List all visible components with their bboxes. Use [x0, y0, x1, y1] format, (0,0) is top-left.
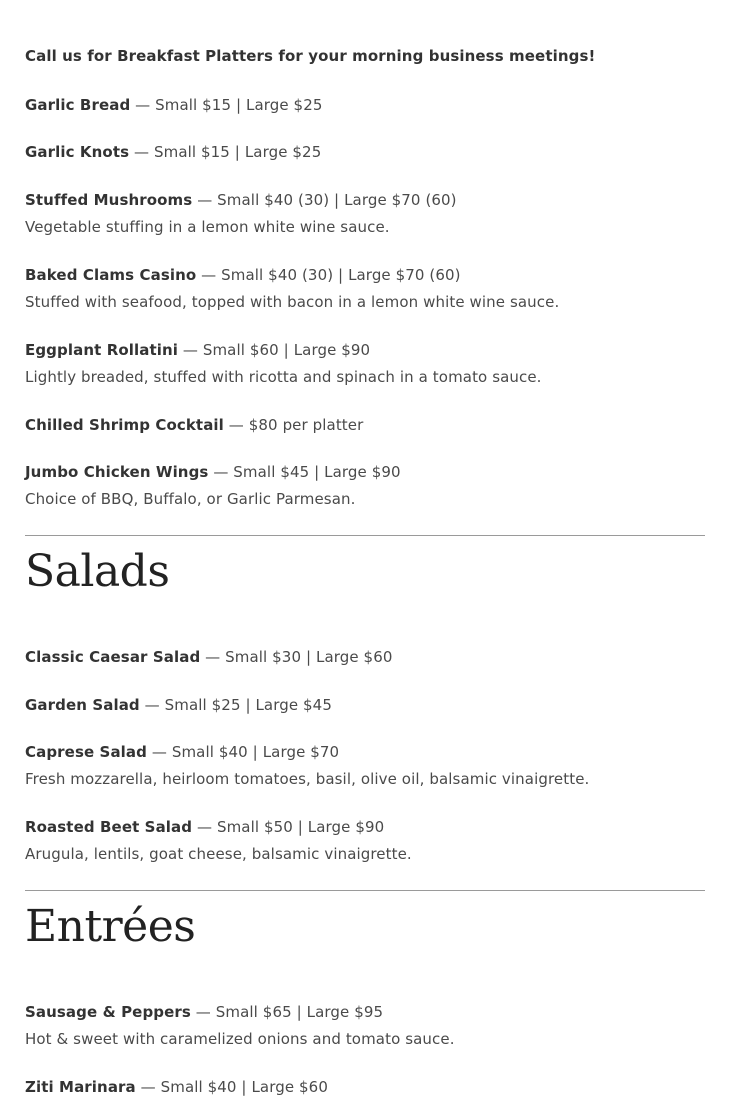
section-divider — [25, 535, 705, 536]
item-price: Small $50 | Large $90 — [216, 818, 385, 836]
item-description: Arugula, lentils, goat cheese, balsamic vinaigrette. — [25, 845, 412, 863]
item-price: $80 per platter — [248, 416, 364, 434]
menu-item-ziti-marinara — [25, 1077, 328, 1097]
menu-item-chilled-shrimp-cocktail — [25, 415, 363, 435]
item-description: Lightly breaded, stuffed with ricotta and spinach in a tomato sauce. — [25, 368, 542, 386]
item-name: Jumbo Chicken Wings — [25, 463, 209, 481]
item-price: Small $40 (30) | Large $70 (60) — [217, 191, 457, 209]
item-separator: — — [196, 266, 222, 284]
item-price: Small $65 | Large $95 — [215, 1003, 384, 1021]
item-separator: — — [147, 743, 172, 761]
menu-item-garlic-bread — [25, 95, 323, 115]
item-description: Stuffed with seafood, topped with bacon in a lemon white wine sauce. — [25, 293, 560, 311]
menu-item-eggplant-rollatini — [25, 340, 542, 387]
item-separator: — — [135, 1078, 161, 1096]
item-name: Garlic Bread — [25, 96, 131, 114]
item-name: Baked Clams Casino — [25, 266, 197, 284]
breakfast-platters-note: Call us for Breakfast Platters for your morning business meetings! — [25, 47, 596, 65]
item-name: Eggplant Rollatini — [25, 341, 178, 359]
menu-item-garlic-knots — [25, 142, 321, 162]
item-separator: — — [190, 1003, 216, 1021]
item-price: Small $40 (30) | Large $70 (60) — [221, 266, 461, 284]
menu-item-roasted-beet-salad — [25, 817, 412, 864]
item-name: Ziti Marinara — [25, 1078, 136, 1096]
item-separator: — — [130, 96, 156, 114]
item-separator: — — [192, 191, 218, 209]
menu-item-stuffed-mushrooms — [25, 190, 457, 237]
item-name: Chilled Shrimp Cocktail — [25, 416, 224, 434]
item-description: Choice of BBQ, Buffalo, or Garlic Parmesan. — [25, 490, 356, 508]
item-separator: — — [192, 818, 217, 836]
item-name: Caprese Salad — [25, 743, 147, 761]
item-price: Small $60 | Large $90 — [202, 341, 371, 359]
menu-item-sausage-and-peppers — [25, 1002, 455, 1049]
item-name: Garden Salad — [25, 696, 140, 714]
item-name: Sausage & Peppers — [25, 1003, 191, 1021]
item-price: Small $30 | Large $60 — [225, 648, 393, 666]
item-description: Vegetable stuffing in a lemon white wine sauce. — [25, 218, 390, 236]
item-price: Small $45 | Large $90 — [233, 463, 401, 481]
menu-item-baked-clams-casino — [25, 265, 559, 312]
section-title-salads: Salads — [25, 546, 170, 597]
item-separator: — — [129, 143, 154, 161]
item-name: Roasted Beet Salad — [25, 818, 193, 836]
section-title-entrees: Entrées — [25, 901, 196, 952]
item-separator: — — [178, 341, 203, 359]
menu-item-classic-caesar-salad — [25, 647, 393, 667]
item-price: Small $40 | Large $60 — [160, 1078, 328, 1096]
item-name: Garlic Knots — [25, 143, 130, 161]
item-price: Small $15 | Large $25 — [155, 96, 323, 114]
menu-item-jumbo-chicken-wings — [25, 462, 401, 509]
item-separator: — — [139, 696, 165, 714]
item-price: Small $40 | Large $70 — [171, 743, 340, 761]
item-separator: — — [208, 463, 234, 481]
item-name: Classic Caesar Salad — [25, 648, 201, 666]
item-price: Small $15 | Large $25 — [153, 143, 322, 161]
item-description: Hot & sweet with caramelized onions and tomato sauce. — [25, 1030, 455, 1048]
menu-item-garden-salad — [25, 695, 332, 715]
menu-item-caprese-salad — [25, 742, 589, 789]
item-separator: — — [223, 416, 249, 434]
item-separator: — — [200, 648, 226, 666]
item-name: Stuffed Mushrooms — [25, 191, 193, 209]
section-divider — [25, 890, 705, 891]
item-description: Fresh mozzarella, heirloom tomatoes, basil, olive oil, balsamic vinaigrette. — [25, 770, 590, 788]
item-price: Small $25 | Large $45 — [164, 696, 332, 714]
